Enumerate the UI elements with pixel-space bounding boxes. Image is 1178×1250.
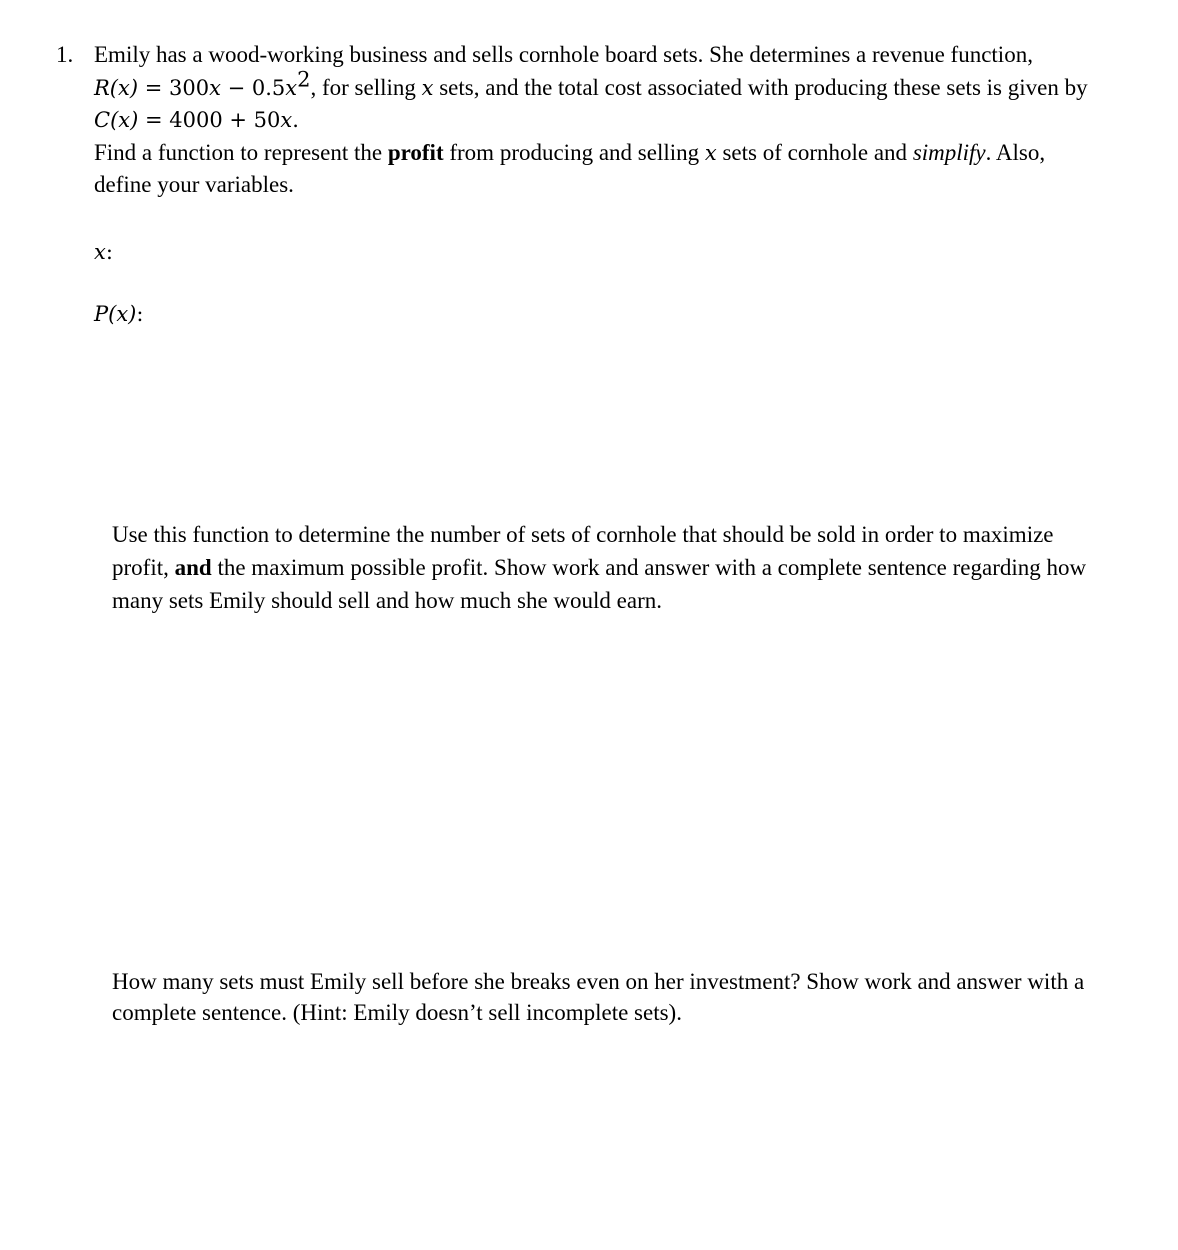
question-number: 1.	[56, 42, 74, 67]
variable-x-label: x:	[94, 240, 113, 264]
task-line-2: define your variables.	[94, 172, 294, 197]
profit-keyword: profit	[387, 139, 444, 165]
break-even-question: How many sets must Emily sell before she breaks even on her investment? Show work and answer with a complete sentence. (Hint: Emily doesn’t sell incomplete sets).	[112, 969, 1085, 1025]
task-line: Find a function to represent the profit from producing and selling x sets of cornhole and simplify. Also,	[94, 139, 1046, 165]
revenue-function-line: $R(x) = 300x - 0.5x^2$, for selling x sets, and the total cost associated with producing these sets is given by	[94, 66, 1088, 100]
and-keyword: and	[174, 555, 212, 580]
maximize-profit-question: Use this function to determine the number of sets of cornhole that should be sold in order to maximize profit, and the maximum possible profit. Show work and answer with a complete sentence regarding how many sets Emily should sell and how much she would earn.	[112, 522, 1087, 613]
problem-statement	[94, 39, 1154, 202]
profit-function-label: P(x):	[94, 302, 144, 326]
cost-function-lhs: C(x)	[94, 108, 139, 132]
revenue-function-lhs: R(x)	[94, 75, 139, 100]
simplify-keyword: simplify	[912, 139, 986, 165]
problem-line-1: Emily has a wood-working business and sells cornhole board sets. She determines a revenue function,	[94, 42, 1033, 67]
cost-function-line: C(x) = 4000 + 50x.	[94, 108, 299, 132]
